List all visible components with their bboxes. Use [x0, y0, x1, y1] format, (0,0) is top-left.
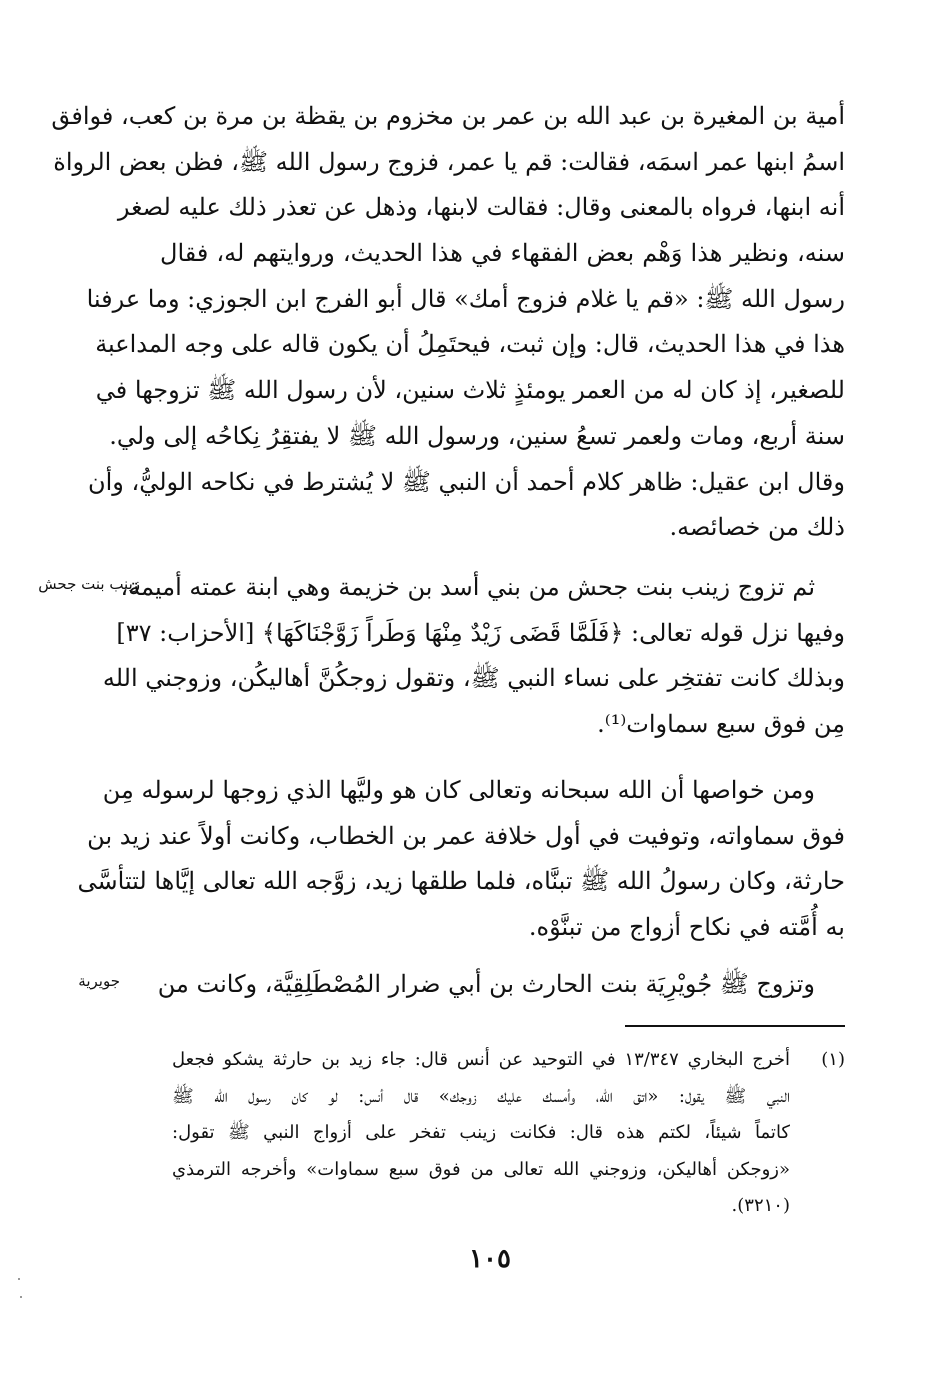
paragraph-1: [51, 94, 845, 551]
text-line: وفيها نزل قوله تعالى: ﴿فَلَمَّا قَضَى زَيْدٌ مِنْهَا وَطَراً زَوَّجْنَاكَهَا﴾ [الأحزاب: ٣٧]: [116, 618, 845, 647]
text-line: مِن فوق سبع سماوات⁽¹⁾.: [597, 710, 845, 739]
text-line: رسول الله ﷺ: «قم يا غلام فزوج أمك» قال أبو الفرج ابن الجوزي: وما عرفنا: [86, 284, 845, 313]
text-line: سنة أربع، ومات ولعمر تسعُ سنين، ورسول الله ﷺ لا يفتقِرُ نِكاحُه إلى ولي.: [109, 421, 845, 450]
side-note-zaynab: زينب بنت جحش: [38, 575, 140, 593]
text-line: حارثة، وكان رسولُ الله ﷺ تبنَّاه، فلما طلقها زيد، زوَّجه الله تعالى إيَّاها لتتأسَّى: [77, 867, 845, 896]
text-line: سنه، ونظير هذا وَهْم بعض الفقهاء في هذا الحديث، وروايتهم له، فقال: [160, 239, 845, 268]
side-note-juwayriya: جويرية: [78, 972, 120, 990]
text-line: ثم تزوج زينب بنت جحش من بني أسد بن خزيمة وهي ابنة عمته أميمة،: [120, 573, 815, 601]
scan-speck: [18, 1278, 20, 1280]
text-line: ومن خواصها أن الله سبحانه وتعالى كان هو وليَّها الذي زوجها لرسوله مِن: [102, 776, 815, 804]
footnote-line: أخرج البخاري ١٣/٣٤٧ في التوحيد عن أنس قال: جاء زيد بن حارثة يشكو فجعل: [172, 1049, 790, 1070]
footnote-line: النبي ﷺ يقول: «اتق الله، وأمسك عليك زوجك» قال أنس: لو كان رسول الله ﷺ: [172, 1085, 790, 1107]
text-line: ذلك من خصائصه.: [669, 513, 845, 542]
text-line: فوق سماواته، وتوفيت في أول خلافة عمر بن الخطاب، وكانت أولاً عند زيد بن: [87, 821, 845, 850]
scan-speck: [20, 1296, 22, 1298]
paragraph-4: [157, 962, 845, 1008]
footnote-number: (١): [821, 1049, 845, 1070]
footnote-line: كاتماً شيئاً، لكتم هذه قال: فكانت زينب تفخر على أزواج النبي ﷺ تقول:: [172, 1122, 790, 1143]
paragraph-3: [77, 768, 845, 951]
paragraph-2: [102, 565, 845, 748]
text-line: وتزوج ﷺ جُويْرِيَة بنت الحارث بن أبي ضرار المُصْطَلِقِيَّة، وكانت من: [157, 970, 815, 998]
footnote-rule: [625, 1025, 845, 1027]
text-line: أنه ابنها، فرواه بالمعنى وقال: فقالت لابنها، وذهل عن تعذر ذلك عليه لصغر: [117, 193, 845, 222]
text-line: أمية بن المغيرة بن عبد الله بن عمر بن مخزوم بن يقظة بن مرة بن كعب، فوافق: [51, 102, 845, 130]
text-line: هذا في هذا الحديث، قال: وإن ثبت، فيحتَمِلُ أن يكون قاله على وجه المداعبة: [95, 330, 845, 359]
page-number: ١٠٥: [469, 1244, 511, 1274]
text-line: به أُمَّته في نكاح أزواج من تبنَّوْه.: [528, 913, 845, 942]
text-line: وبذلك كانت تفتخِر على نساء النبي ﷺ، وتقول زوجكُنَّ أهاليكُن، وزوجني الله: [102, 664, 845, 693]
text-line: وقال ابن عقيل: ظاهر كلام أحمد أن النبي ﷺ لا يُشترط في نكاحه الوليُّ، وأن: [87, 467, 845, 496]
text-line: اسمُ ابنها عمر اسمَه، فقالت: قم يا عمر، فزوج رسول الله ﷺ، فظن بعض الرواة: [53, 147, 845, 176]
text-line: للصغير، إذ كان له من العمر يومئذٍ ثلاث سنين، لأن رسول الله ﷺ تزوجها في: [95, 376, 845, 405]
footnote-line: «زوجكن أهاليكن، وزوجني الله تعالى من فوق سبع سماوات» وأخرجه الترمذي: [172, 1158, 790, 1180]
footnote-text: [172, 1042, 790, 1225]
footnote-line: (٣٢١٠).: [731, 1195, 790, 1216]
